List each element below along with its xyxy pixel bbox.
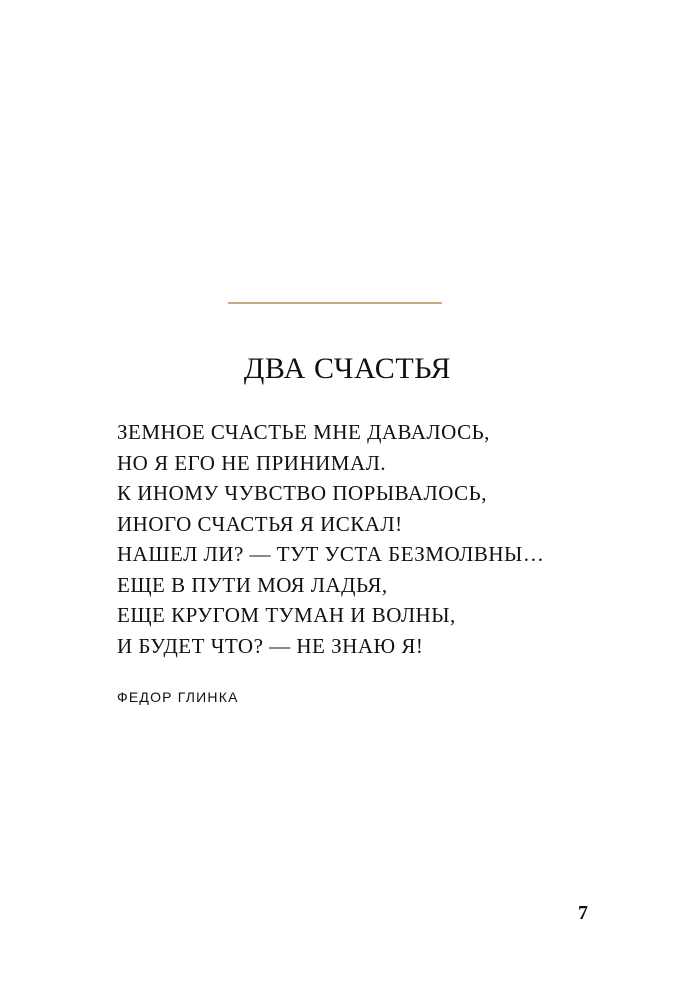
poem-line: ЗЕМНОЕ СЧАСТЬЕ МНЕ ДАВАЛОСЬ, bbox=[117, 420, 490, 444]
poem-line: ЕЩЕ КРУГОМ ТУМАН И ВОЛНЫ, bbox=[117, 603, 456, 627]
decorative-rule bbox=[228, 302, 442, 304]
poem-author: ФЕДОР ГЛИНКА bbox=[117, 689, 239, 705]
poem-title: ДВА СЧАСТЬЯ bbox=[243, 352, 452, 385]
poem-line: НАШЕЛ ЛИ? — ТУТ УСТА БЕЗМОЛВНЫ… bbox=[117, 542, 545, 566]
poem-line: И БУДЕТ ЧТО? — НЕ ЗНАЮ Я! bbox=[117, 633, 424, 658]
poem-line: НО Я ЕГО НЕ ПРИНИМАЛ. bbox=[117, 450, 387, 475]
page-number: 7 bbox=[578, 902, 588, 924]
poem-line: ЕЩЕ В ПУТИ МОЯ ЛАДЬЯ, bbox=[117, 572, 388, 597]
poem-line: ИНОГО СЧАСТЬЯ Я ИСКАЛ! bbox=[117, 511, 403, 536]
poem-line: К ИНОМУ ЧУВСТВО ПОРЫВАЛОСЬ, bbox=[117, 481, 487, 505]
poem-body bbox=[117, 417, 597, 661]
